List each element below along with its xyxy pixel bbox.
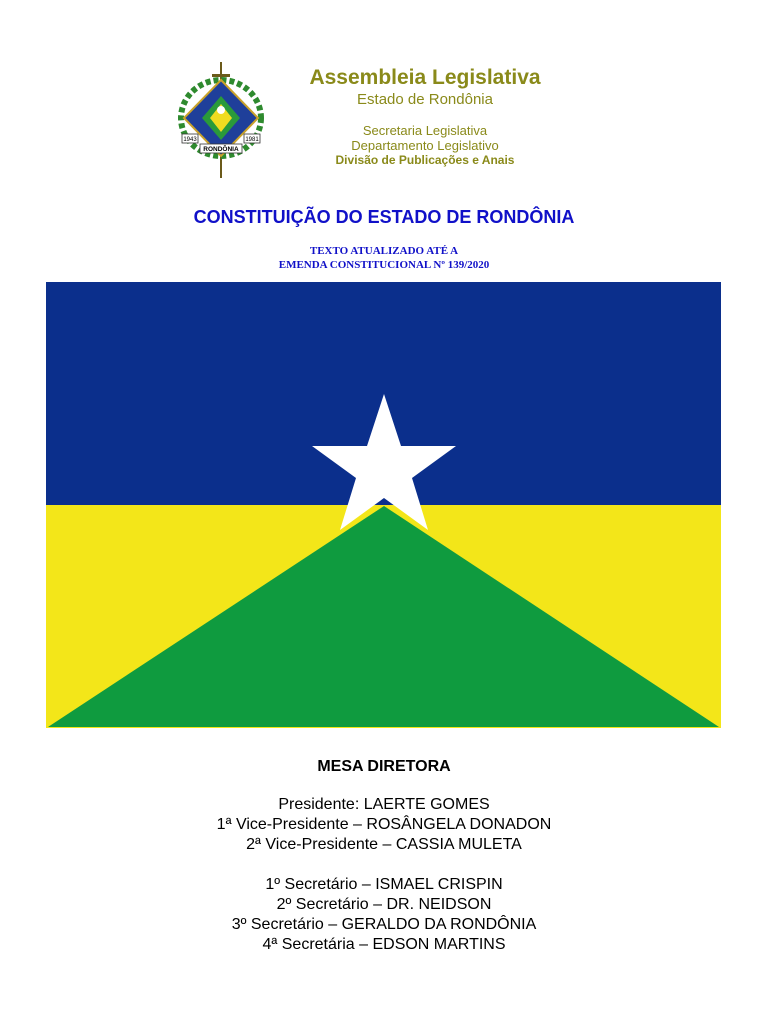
header-block xyxy=(290,66,560,168)
crest-year-left: 1943 xyxy=(183,137,197,143)
institution-title: Assembleia Legislativa xyxy=(309,66,541,89)
roster-secretario-4: 4ª Secretária – EDSON MARTINS xyxy=(262,936,506,953)
crest-banner: RONDÔNIA xyxy=(203,146,239,153)
state-subtitle: Estado de Rondônia xyxy=(357,91,493,108)
coat-of-arms-icon xyxy=(176,60,266,180)
roster-presidente: Presidente: LAERTE GOMES xyxy=(278,796,490,813)
secretaria-line: Secretaria Legislativa xyxy=(362,123,488,138)
roster-secretario-1: 1º Secretário – ISMAEL CRISPIN xyxy=(265,876,503,893)
divisao-line: Divisão de Publicações e Anais xyxy=(335,153,515,167)
mesa-title: MESA DIRETORA xyxy=(317,758,451,775)
roster-secretario-3: 3º Secretário – GERALDO DA RONDÔNIA xyxy=(231,916,537,933)
roster-secretario-2: 2º Secretário – DR. NEIDSON xyxy=(276,896,492,913)
roster-vice-1: 1ª Vice-Presidente – ROSÂNGELA DONADON xyxy=(216,816,552,833)
departamento-line: Departamento Legislativo xyxy=(351,138,499,153)
document-title: CONSTITUIÇÃO DO ESTADO DE RONDÔNIA xyxy=(193,207,575,227)
roster-vice-2: 2ª Vice-Presidente – CASSIA MULETA xyxy=(246,836,522,853)
mesa-roster xyxy=(0,795,768,955)
update-line-2: EMENDA CONSTITUCIONAL Nº 139/2020 xyxy=(278,259,490,271)
update-line-1: TEXTO ATUALIZADO ATÉ A xyxy=(309,245,459,257)
crest-year-right: 1981 xyxy=(245,137,259,143)
update-note xyxy=(0,244,768,272)
rondonia-flag xyxy=(46,282,721,728)
